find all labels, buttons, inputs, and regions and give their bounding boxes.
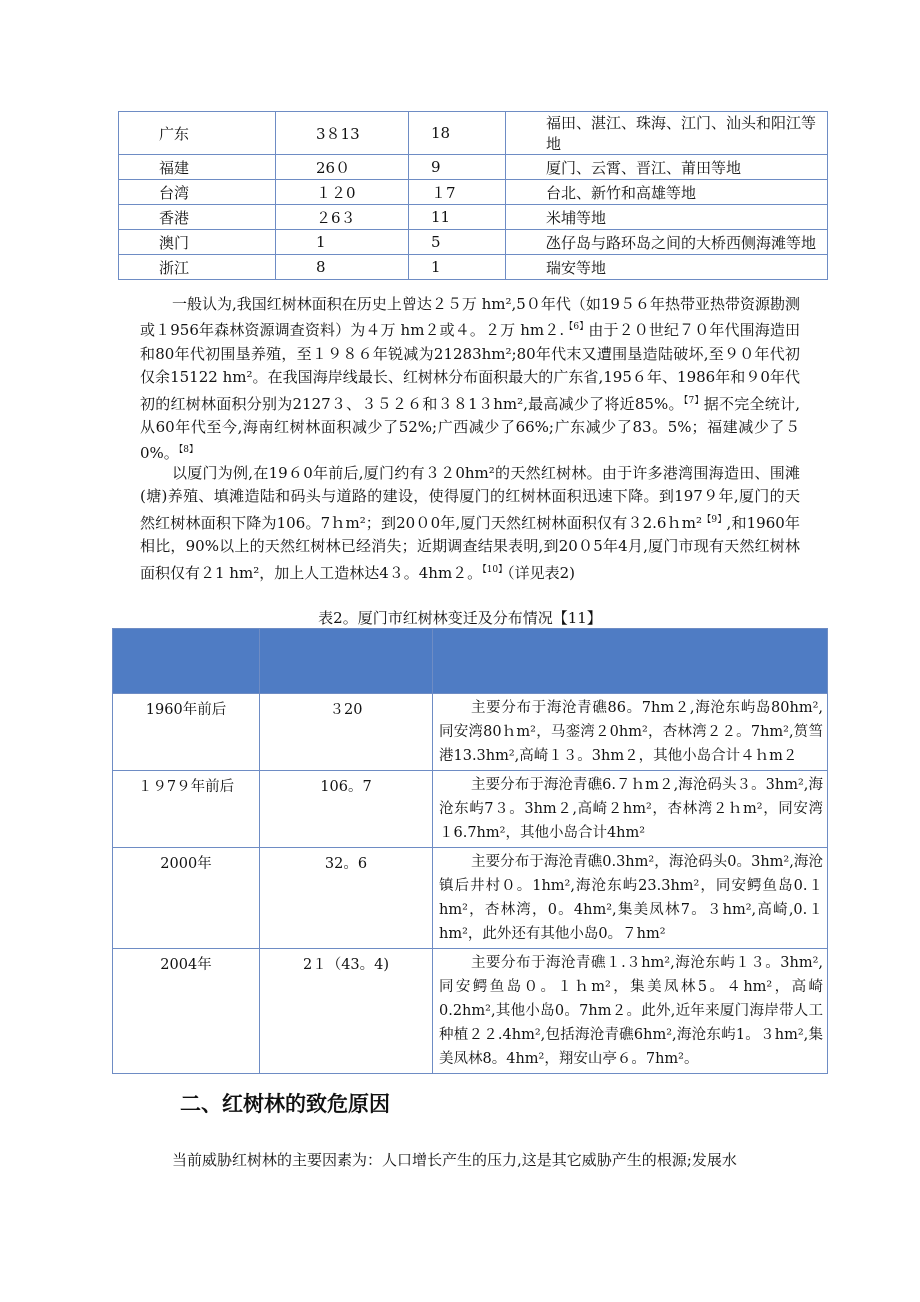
year-cell: 2000年 [113, 848, 260, 949]
distribution-cell: 主要分布于海沧青礁86。7hm２,海沧东屿岛80hm²,同安湾80ｈm²，马銮湾２0hm²，杏林湾２２。7hm²,筼筜港13.3hm²,高崎１３。3hm２，其他小岛合计４ｈm２ [433, 694, 828, 771]
xiamen-mangrove-table [112, 628, 828, 1074]
table-row [119, 230, 828, 255]
paragraph-text: （详见表2) [507, 563, 576, 582]
area-cell: 3８13 [276, 112, 409, 155]
table-row [119, 155, 828, 180]
table-caption: 表2。厦门市红树林变迁及分布情况【11】 [318, 609, 602, 627]
province-cell: 澳门 [119, 230, 276, 255]
locations-cell: 福田、湛江、珠海、江门、汕头和阳江等地 [506, 112, 828, 155]
paragraph-xiamen [140, 462, 800, 585]
year-cell: 1960年前后 [113, 694, 260, 771]
locations-cell: 瑞安等地 [506, 255, 828, 280]
locations-cell: 台北、新竹和高雄等地 [506, 180, 828, 205]
area-cell: ２6３ [276, 205, 409, 230]
count-cell: 9 [409, 155, 506, 180]
distribution-cell: 主要分布于海沧青礁0.3hm²，海沧码头0。3hm²,海沧镇后井村０。1hm²,海沧东屿23.3hm²，同安鳄鱼岛0.１hm²，杏林湾，0。4hm²,集美凤林7。３hm²,高崎,0.１hm²，此外还有其他小岛0。７hm² [433, 848, 828, 949]
area-cell: 1 [276, 230, 409, 255]
count-cell: 18 [409, 112, 506, 155]
citation-ref[interactable]: 【7】 [683, 395, 704, 406]
province-cell: 广东 [119, 112, 276, 155]
paragraph-text: 据不完全统计,从60年代至今,海南红树林面积减少了52%;广西减少了66%;广东减少了83。5%；福建减少了５0%。 [140, 394, 800, 463]
area-cell: ３20 [260, 694, 433, 771]
paragraph-text: ,和1960年相比，90%以上的天然红树林已经消失；近期调查结果表明,到20０5年4月,厦门市现有天然红树林面积仅有２1 hm²，加上人工造林达4３。4hm２。 [140, 513, 800, 582]
table-row [119, 112, 828, 155]
table-row [119, 205, 828, 230]
citation-ref[interactable]: 【9】 [702, 514, 727, 525]
count-cell: 5 [409, 230, 506, 255]
locations-cell: 氹仔岛与路环岛之间的大桥西侧海滩等地 [506, 230, 828, 255]
locations-cell: 厦门、云霄、晋江、莆田等地 [506, 155, 828, 180]
province-cell: 浙江 [119, 255, 276, 280]
paragraph-text: 一般认为,我国红树林面积在历史上曾达２５万 hm²,5０年代（如19５６年热带亚热带资源勘测或１956年森林资源调查资料）为４万 hm２或４。２万 hm２. [140, 295, 800, 340]
area-cell: 32。6 [260, 848, 433, 949]
province-cell: 台湾 [119, 180, 276, 205]
citation-ref[interactable]: 【6】 [564, 322, 589, 333]
section-paragraph: 当前威胁红树林的主要因素为：人口增长产生的压力,这是其它威胁产生的根源;发展水 [172, 1151, 737, 1169]
citation-ref[interactable]: 【8】 [178, 445, 199, 456]
province-mangrove-table [118, 111, 828, 280]
count-cell: 1 [409, 255, 506, 280]
section-heading: 二、红树林的致危原因 [180, 1092, 390, 1116]
citation-ref[interactable]: 【10】 [482, 564, 508, 575]
province-cell: 福建 [119, 155, 276, 180]
year-cell: １９7９年前后 [113, 771, 260, 848]
table-row [113, 694, 828, 771]
table-row [119, 180, 828, 205]
year-cell: 2004年 [113, 949, 260, 1074]
count-cell: 11 [409, 205, 506, 230]
paragraph-national-area [140, 293, 800, 466]
area-cell: 26０ [276, 155, 409, 180]
area-cell: １２0 [276, 180, 409, 205]
table-row [113, 949, 828, 1074]
province-cell: 香港 [119, 205, 276, 230]
table-row [119, 255, 828, 280]
paragraph-text: 由于２０世纪７０年代围海造田和80年代初围垦养殖，至１９８６年锐减为21283hm²;80年代末又遭围垦造陆破坏,至９０年代初仅余15122 hm²。在我国海岸线最长、红树林分布面积最大的广东省,195６年、1986年和９0年代初的红树林面积分别为2127３、３５２６和３８1３hm²,最高减少了将近85%。 [140, 321, 800, 413]
table-row [113, 848, 828, 949]
header-cell [113, 629, 260, 694]
count-cell: １7 [409, 180, 506, 205]
header-cell [433, 629, 828, 694]
table-header-row [113, 629, 828, 694]
distribution-cell: 主要分布于海沧青礁6.７ｈm２,海沧码头３。3hm²,海沧东屿7３。3hm２,高崎２hm²，杏林湾２ｈm²，同安湾１6.7hm²，其他小岛合计4hm² [433, 771, 828, 848]
area-cell: 8 [276, 255, 409, 280]
table-row [113, 771, 828, 848]
distribution-cell: 主要分布于海沧青礁１.３hm²,海沧东屿１３。3hm²,同安鳄鱼岛０。１ｈm²，集美凤林5。４hm²，高崎0.2hm²,其他小岛0。7hm２。此外,近年来厦门海岸带人工种植２２.4hm²,包括海沧青礁6hm²,海沧东屿1。３hm²,集美凤林8。4hm²，翔安山亭６。7hm²。 [433, 949, 828, 1074]
locations-cell: 米埔等地 [506, 205, 828, 230]
paragraph-text: 以厦门为例,在19６0年前后,厦门约有３２0hm²的天然红树林。由于许多港湾围海造田、围滩(塘)养殖、填滩造陆和码头与道路的建设，使得厦门的红树林面积迅速下降。到197９年,厦门的天然红树林面积下降为106。7ｈm²；到20０0年,厦门天然红树林面积仅有３2.6ｈm² [140, 464, 800, 532]
header-cell [260, 629, 433, 694]
area-cell: 2１（43。4) [260, 949, 433, 1074]
area-cell: 106。7 [260, 771, 433, 848]
